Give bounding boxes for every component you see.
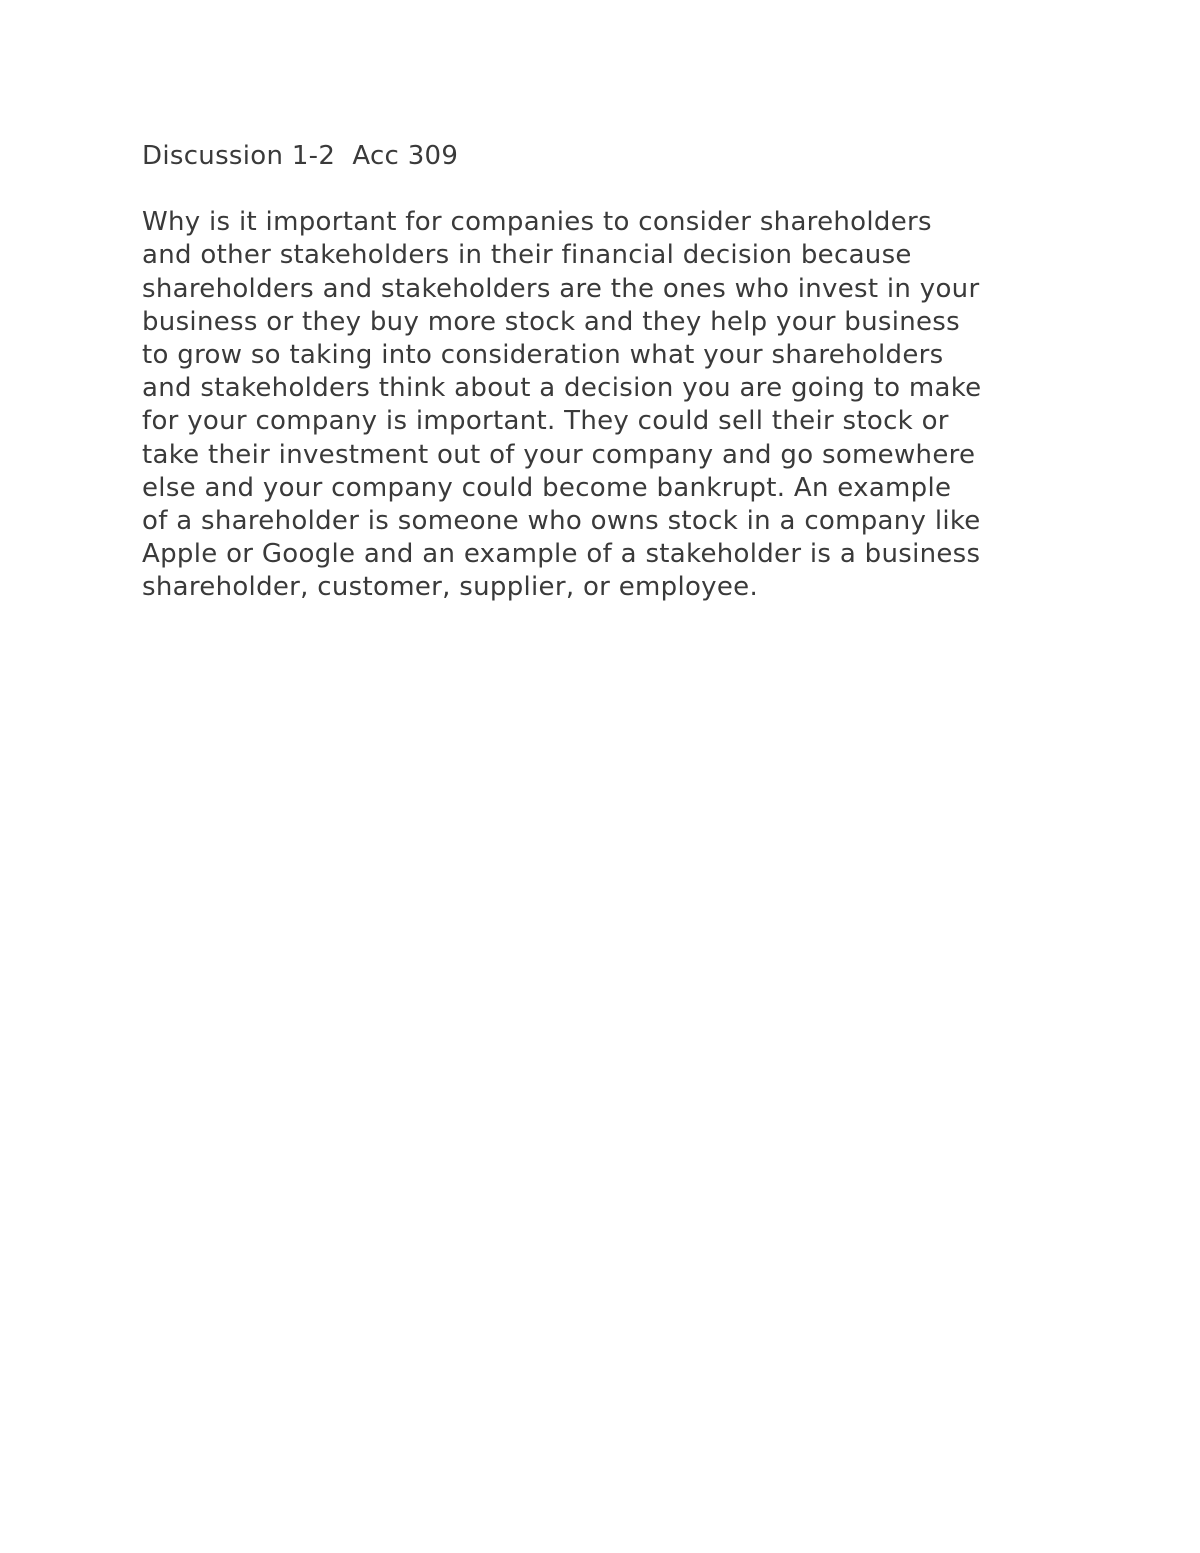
body-line: shareholder, customer, supplier, or employee. [142,572,759,603]
body-line: take their investment out of your company and go somewhere [142,439,976,470]
document-title: Discussion 1-2 Acc 309 [142,141,459,171]
body-line: shareholders and stakeholders are the ones who invest in your [142,273,980,304]
body-line: of a shareholder is someone who owns stock in a company like [142,506,981,537]
body-line: and other stakeholders in their financial decision because [142,240,912,271]
body-line: Apple or Google and an example of a stakeholder is a business [142,539,981,570]
body-line: business or they buy more stock and they help your business [142,306,960,337]
body-line: else and your company could become bankrupt. An example [142,472,952,503]
document-body [142,206,1072,604]
body-line: Why is it important for companies to consider shareholders [142,207,932,238]
document-content [142,140,1072,605]
body-line: for your company is important. They could sell their stock or [142,406,949,437]
body-line: and stakeholders think about a decision you are going to make [142,373,982,404]
body-line: to grow so taking into consideration what your shareholders [142,340,944,371]
